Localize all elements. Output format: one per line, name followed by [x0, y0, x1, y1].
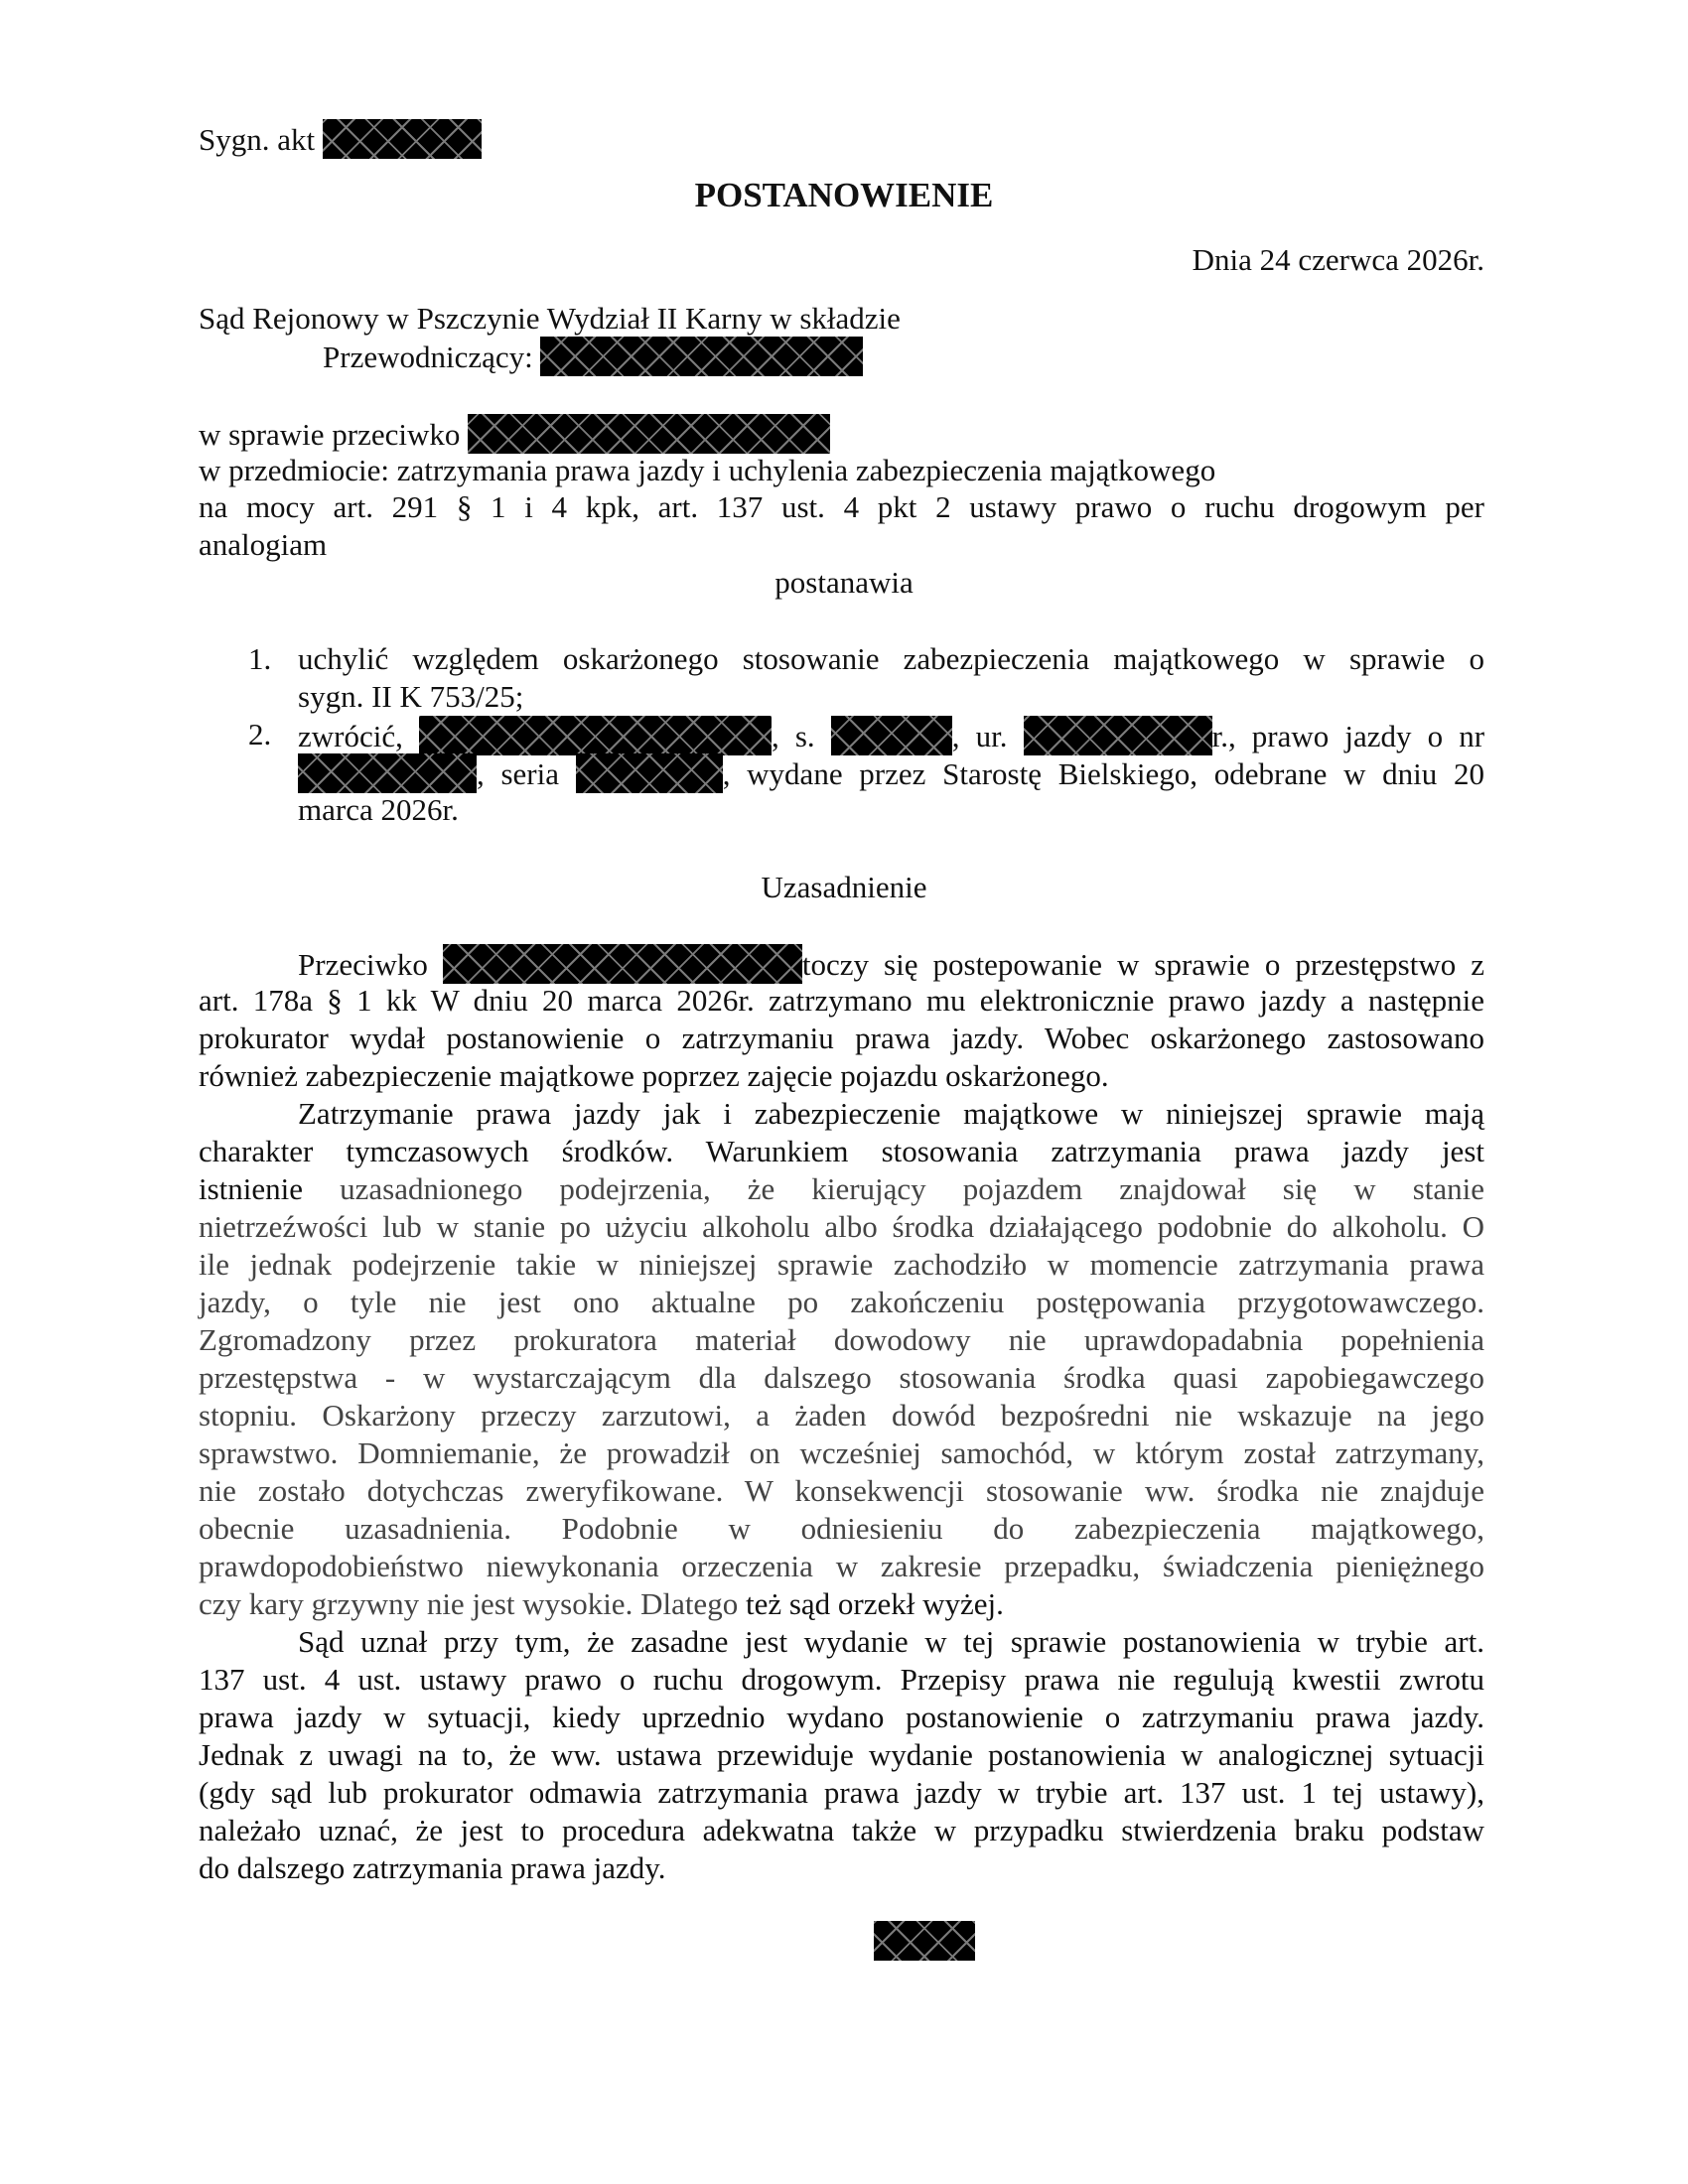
p2-line-6: jazdy, o tyle nie jest ono aktualne po zakończeniu postępowania przygotowawczego. [199, 1285, 1484, 1319]
p2-fine-text: czy kary grzywny nie jest wysokie. Dlatego [199, 1586, 739, 1621]
p2-line-9: stopniu. Oskarżony przeczy zarzutowi, a żaden dowód bezpośredni nie wskazuje na jego [199, 1398, 1484, 1433]
p1-proceedings-text: toczy się postepowanie w sprawie o przestępstwo z [801, 947, 1484, 982]
legal-basis-line-2: analogiam [199, 527, 328, 562]
redacted-father-name [831, 716, 952, 755]
order-2-line-2 [298, 753, 1484, 793]
p1-line-3: prokurator wydał postanowienie o zatrzymaniu prawa jazdy. Wobec oskarżonego zastosowano [199, 1021, 1484, 1055]
redacted-case-number [323, 119, 482, 159]
p2-line-3 [199, 1170, 1484, 1208]
p2-line-11: nie zostało dotychczas zweryfikowane. W konsekwencji stosowanie ww. środka nie znajduje [199, 1473, 1484, 1508]
order-2-line-1 [298, 716, 1484, 755]
order-2-number: 2. [248, 717, 272, 751]
redacted-license-series [576, 753, 723, 793]
redacted-license-number [298, 753, 477, 793]
redacted-birth-date [1024, 716, 1212, 755]
p2-line-5: ile jednak podejrzenie takie w niniejszej sprawie zachodziło w momencie zatrzymania prawa [199, 1247, 1484, 1282]
redacted-signature [874, 1921, 975, 1961]
order-2-issued-text: , wydane przez Starostę Bielskiego, odebrane w dniu 20 [722, 756, 1484, 791]
p2-line-1: Zatrzymanie prawa jazdy jak i zabezpieczenie majątkowe w niniejszej sprawie mają [298, 1096, 1484, 1131]
p2-line-7: Zgromadzony przez prokuratora materiał dowodowy nie uprawdopadabnia popełnienia [199, 1322, 1484, 1357]
p2-line-4: nietrzeźwości lub w stanie po użyciu alkoholu albo środka działającego podobnie do alkoholu. O [199, 1209, 1484, 1244]
presiding-label: Przewodniczący: [323, 340, 533, 374]
order-2-license-text: r., prawo jazdy o nr [1211, 719, 1485, 753]
p3-line-5: (gdy sąd lub prokurator odmawia zatrzymania prawa jazdy w trybie art. 137 ust. 1 tej ustawy), [199, 1775, 1484, 1810]
decides-heading: postanawia [774, 565, 914, 600]
p3-line-3: prawa jazdy w sytuacji, kiedy uprzednio wydano postanowienie o zatrzymaniu prawa jazdy. [199, 1700, 1484, 1734]
p2-line-10: sprawstwo. Domniemanie, że prowadził on wcześniej samochód, w którym został zatrzymany, [199, 1435, 1484, 1470]
case-reference-label: Sygn. akt [199, 122, 316, 157]
document-date: Dnia 24 czerwca 2026r. [1192, 242, 1484, 277]
document-title: POSTANOWIENIE [694, 176, 994, 214]
case-against [199, 414, 830, 454]
p2-suspicion-text: uzasadnionego podejrzenia, że kierujący pojazdem znajdował się w stanie [340, 1171, 1485, 1206]
p2-line-14 [199, 1585, 1004, 1623]
p3-line-4: Jednak z uwagi na to, że ww. ustawa przewiduje wydanie postanowienia w analogicznej sytuacji [199, 1737, 1484, 1772]
redacted-defendant-name [419, 716, 772, 755]
p3-line-7: do dalszego zatrzymania prawa jazdy. [199, 1850, 666, 1885]
signature [874, 1921, 975, 1961]
p2-line-8: przestępstwa - w wystarczającym dla dalszego stosowania środka quasi zapobiegawczego [199, 1360, 1484, 1395]
order-1-line-2: sygn. II K 753/25; [298, 679, 524, 714]
order-2-son-of-text: , s. [771, 719, 815, 753]
order-1-line-1: uchylić względem oskarżonego stosowanie zabezpieczenia majątkowego w sprawie o [298, 641, 1484, 676]
p2-line-12: obecnie uzasadnienia. Podobnie w odniesieniu do zabezpieczenia majątkowego, [199, 1511, 1484, 1546]
presiding-judge [323, 337, 863, 376]
p2-existence-text: istnienie [199, 1171, 304, 1206]
order-2-series-text: , seria [477, 756, 559, 791]
legal-basis-line-1: na mocy art. 291 § 1 i 4 kpk, art. 137 ust. 4 pkt 2 ustawy prawo o ruchu drogowym per [199, 489, 1484, 524]
p1-line-4: również zabezpieczenie majątkowe poprzez zajęcie pojazdu oskarżonego. [199, 1058, 1109, 1093]
p1-against-text: Przeciwko [298, 947, 428, 982]
p1-line-2: art. 178a § 1 kk W dniu 20 marca 2026r. zatrzymano mu elektronicznie prawo jazdy a następnie [199, 983, 1484, 1018]
p1-line-1 [298, 944, 1484, 984]
order-1-number: 1. [248, 641, 272, 676]
order-2-born-text: , ur. [951, 719, 1008, 753]
redacted-defendant-name [468, 414, 830, 454]
p3-line-2: 137 ust. 4 ust. ustawy prawo o ruchu drogowym. Przepisy prawa nie regulują kwestii zwrotu [199, 1662, 1484, 1697]
redacted-judge-name [540, 337, 863, 376]
order-2-line-3: marca 2026r. [298, 792, 459, 827]
p3-line-6: należało uznać, że jest to procedura adekwatna także w przypadku stwierdzenia braku podstaw [199, 1813, 1484, 1847]
justification-heading: Uzasadnienie [761, 870, 927, 904]
case-subject: w przedmiocie: zatrzymania prawa jazdy i uchylenia zabezpieczenia majątkowego [199, 453, 1216, 487]
case-against-label: w sprawie przeciwko [199, 417, 461, 452]
court-name: Sąd Rejonowy w Pszczynie Wydział II Karny w składzie [199, 301, 901, 336]
case-reference [199, 119, 482, 159]
p2-line-13: prawdopodobieństwo niewykonania orzeczenia w zakresie przepadku, świadczenia pieniężnego [199, 1549, 1484, 1583]
p2-ruling-text: też sąd orzekł wyżej. [745, 1586, 1004, 1621]
redacted-defendant-name [443, 944, 802, 984]
order-2-return-text: zwrócić, [298, 719, 403, 753]
p2-line-2: charakter tymczasowych środków. Warunkiem stosowania zatrzymania prawa jazdy jest [199, 1134, 1484, 1168]
p3-line-1: Sąd uznał przy tym, że zasadne jest wydanie w tej sprawie postanowienia w trybie art. [298, 1624, 1484, 1659]
